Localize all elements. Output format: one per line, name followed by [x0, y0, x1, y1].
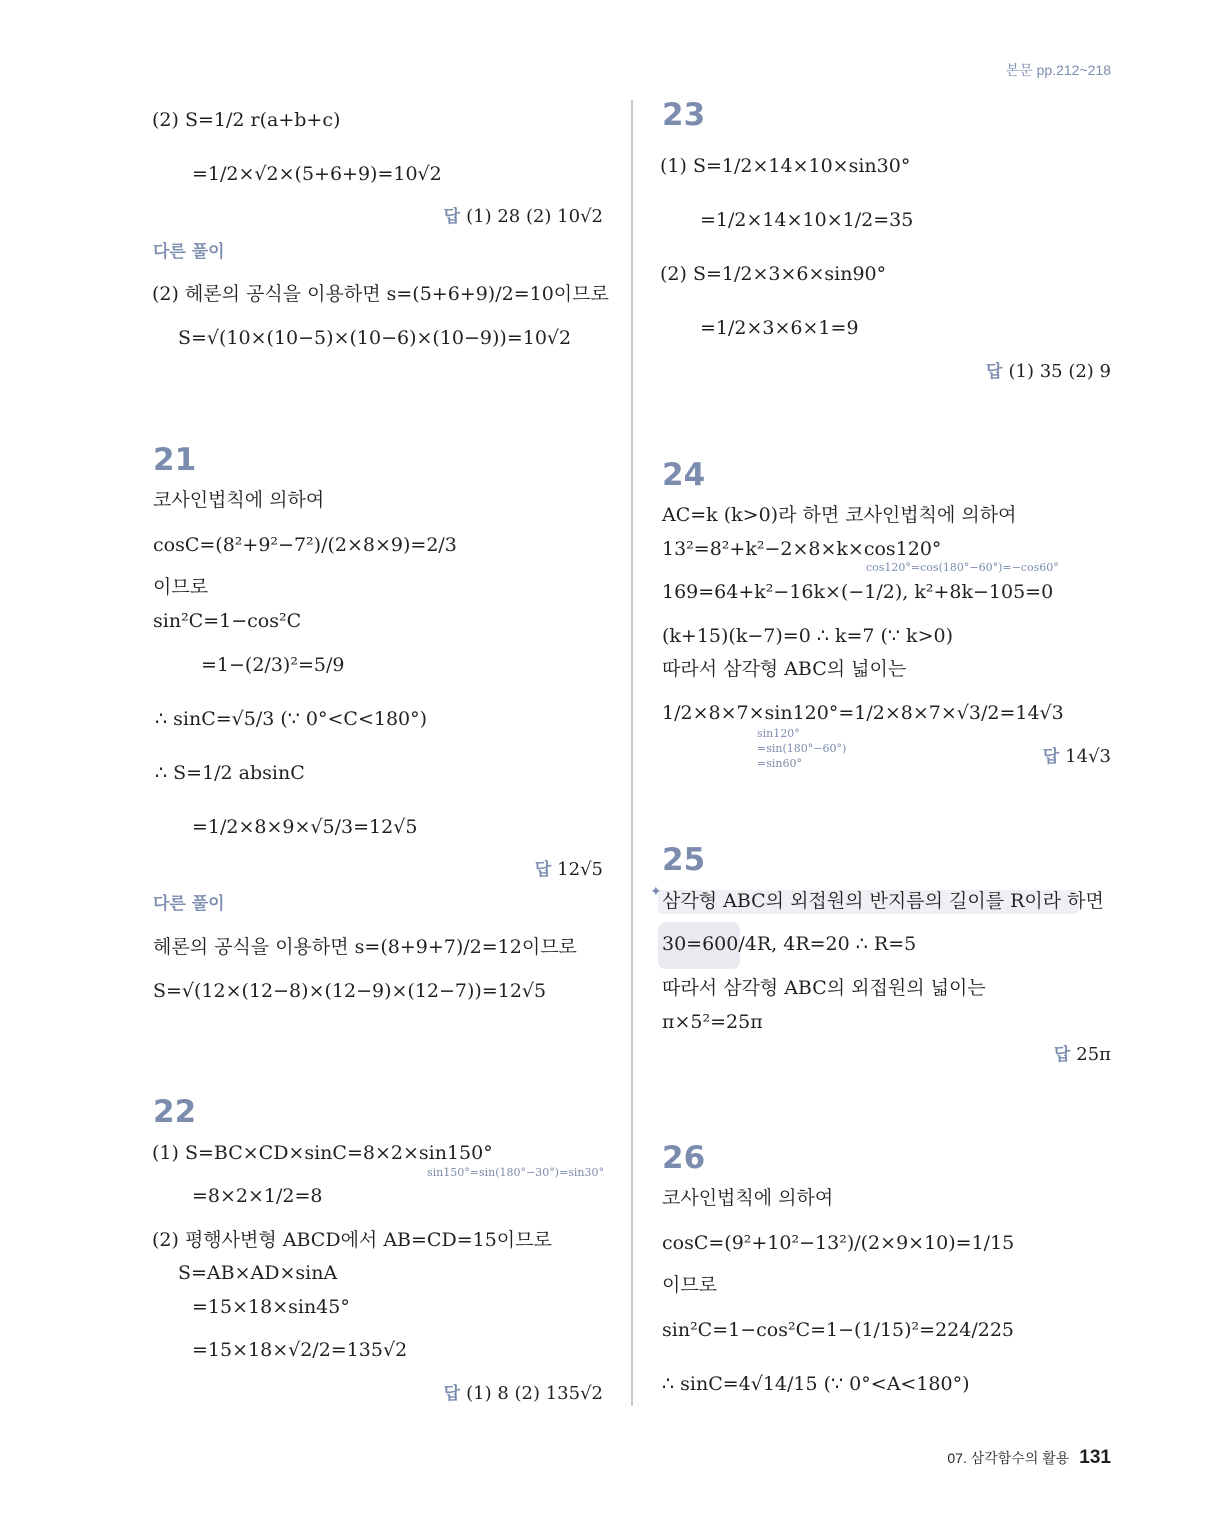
p21-line-2: cosC=(8²+9²−7²)/(2×8×9)=2/3: [153, 534, 457, 556]
sparkle-icon: ✦: [650, 884, 662, 900]
p21-line-1: 코사인법칙에 의하여: [153, 489, 325, 511]
p24-line-5: 따라서 삼각형 ABC의 넓이는: [662, 658, 907, 680]
answer-value: (1) 8 (2) 135√2: [466, 1383, 603, 1404]
p26-line-4: sin²C=1−cos²C=1−(1/15)²=224/225: [662, 1319, 1015, 1341]
p24-note-1: cos120°=cos(180°−60°)=−cos60°: [866, 561, 1059, 574]
p25-line-2: 30=600/4R, 4R=20 ∴ R=5: [662, 933, 917, 955]
p21-alt-line-1: 헤론의 공식을 이용하면 s=(8+9+7)/2=12이므로: [153, 936, 577, 958]
p24-line-4: (k+15)(k−7)=0 ∴ k=7 (∵ k>0): [662, 625, 953, 647]
answer-value: 25π: [1076, 1044, 1111, 1065]
p24-answer: [1043, 748, 1111, 766]
p25-line-1: 삼각형 ABC의 외접원의 반지름의 길이를 R이라 하면: [662, 890, 1104, 912]
chapter-title: 07. 삼각함수의 활용: [947, 1450, 1070, 1466]
answer-tag: 답: [443, 1384, 461, 1404]
p21-alt-line-2: S=√(12×(12−8)×(12−9)×(12−7))=12√5: [153, 980, 547, 1002]
p24-line-1: AC=k (k>0)라 하면 코사인법칙에 의하여: [662, 504, 1017, 526]
answer-tag: 답: [534, 860, 552, 880]
p25-line-3: 따라서 삼각형 ABC의 외접원의 넓이는: [662, 977, 986, 999]
p21-line-7: ∴ S=1/2 absinC: [155, 762, 305, 784]
p23-line-4: =1/2×3×6×1=9: [700, 317, 859, 339]
page-range-header: 본문 pp.212~218: [1005, 62, 1111, 78]
p23-line-1: (1) S=1/2×14×10×sin30°: [660, 155, 911, 177]
p22-line-3: (2) 평행사변형 ABCD에서 AB=CD=15이므로: [152, 1229, 552, 1251]
column-divider: [631, 100, 633, 1406]
p24-line-2: 13²=8²+k²−2×8×k×cos120°: [662, 538, 942, 560]
problem-26-number: 26: [662, 1140, 706, 1176]
p26-line-2: cosC=(9²+10²−13²)/(2×9×10)=1/15: [662, 1232, 1015, 1254]
p21-line-5: =1−(2/3)²=5/9: [201, 654, 345, 676]
left-top-line-1: (2) S=1/2 r(a+b+c): [152, 109, 341, 131]
p24-note-2-line-2: =sin(180°−60°): [757, 741, 847, 755]
p26-line-3: 이므로: [662, 1274, 718, 1296]
p23-line-3: (2) S=1/2×3×6×sin90°: [660, 263, 887, 285]
p23-answer: [986, 363, 1111, 381]
p24-note-2: [757, 727, 846, 772]
answer-value: (1) 35 (2) 9: [1008, 361, 1111, 382]
problem-23-number: 23: [662, 97, 706, 133]
p21-line-6: ∴ sinC=√5/3 (∵ 0°<C<180°): [155, 708, 428, 730]
p22-line-2: =8×2×1/2=8: [192, 1185, 323, 1207]
left-top-alt-line-2: S=√(10×(10−5)×(10−6)×(10−9))=10√2: [178, 327, 572, 349]
left-top-answer: [444, 208, 603, 226]
left-top-line-2: =1/2×√2×(5+6+9)=10√2: [192, 163, 442, 185]
p25-line-4: π×5²=25π: [662, 1011, 763, 1033]
problem-24-number: 24: [662, 457, 706, 493]
problem-21-number: 21: [153, 442, 197, 478]
p24-line-6: 1/2×8×7×sin120°=1/2×8×7×√3/2=14√3: [662, 702, 1064, 724]
p22-answer: [444, 1385, 603, 1403]
p22-line-4: S=AB×AD×sinA: [178, 1262, 338, 1284]
p22-line-6: =15×18×√2/2=135√2: [192, 1339, 408, 1361]
p24-note-2-line-1: sin120°: [757, 727, 800, 740]
p21-answer: [535, 861, 603, 879]
p25-answer: [1054, 1046, 1111, 1064]
left-top-alt-line-1: (2) 헤론의 공식을 이용하면 s=(5+6+9)/2=10이므로: [152, 283, 609, 305]
p26-line-1: 코사인법칙에 의하여: [662, 1187, 834, 1209]
p24-note-2-line-3: =sin60°: [757, 756, 802, 770]
p22-line-1: (1) S=BC×CD×sinC=8×2×sin150°: [152, 1142, 493, 1164]
answer-value: 14√3: [1065, 746, 1111, 767]
problem-22-number: 22: [153, 1094, 197, 1130]
answer-tag: 답: [1053, 1045, 1071, 1065]
p22-note-1: sin150°=sin(180°−30°)=sin30°: [427, 1166, 604, 1179]
p21-line-3: 이므로: [153, 576, 209, 598]
p22-line-5: =15×18×sin45°: [192, 1296, 350, 1318]
p24-line-3: 169=64+k²−16k×(−1/2), k²+8k−105=0: [662, 581, 1054, 603]
p21-alt-title: 다른 풀이: [153, 894, 225, 914]
left-top-alt-title: 다른 풀이: [153, 242, 225, 262]
answer-value: (1) 28 (2) 10√2: [466, 206, 603, 227]
page-footer: [947, 1447, 1111, 1469]
answer-tag: 답: [443, 207, 461, 227]
p23-line-2: =1/2×14×10×1/2=35: [700, 209, 914, 231]
p21-line-4: sin²C=1−cos²C: [153, 610, 302, 632]
answer-tag: 답: [1042, 747, 1060, 767]
page-number: 131: [1079, 1447, 1111, 1468]
problem-25-number: 25: [662, 842, 706, 878]
p21-line-8: =1/2×8×9×√5/3=12√5: [192, 816, 418, 838]
answer-value: 12√5: [557, 859, 603, 880]
p26-line-5: ∴ sinC=4√14/15 (∵ 0°<A<180°): [662, 1373, 970, 1395]
answer-tag: 답: [986, 362, 1003, 382]
